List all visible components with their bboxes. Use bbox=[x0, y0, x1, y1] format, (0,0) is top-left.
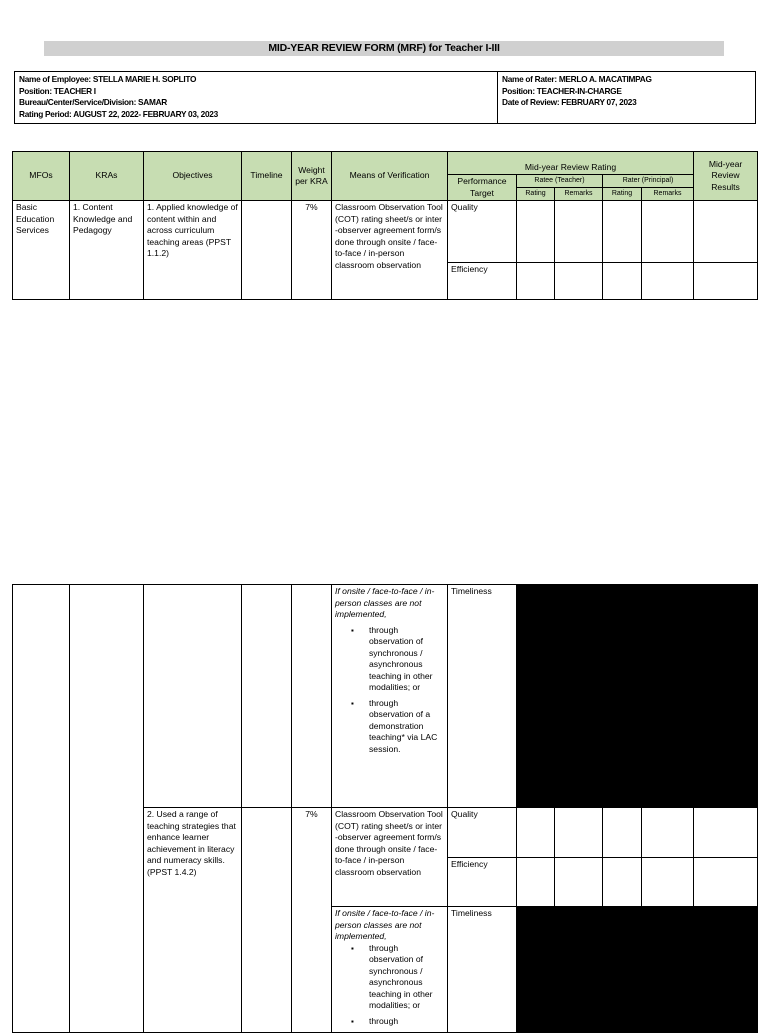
target-2-efficiency: Efficiency bbox=[448, 858, 517, 907]
target-2-timeliness: Timeliness bbox=[448, 907, 517, 1033]
mov-bullet: ▪ through observation of synchronous / asynchronous teaching in other modalities; or bbox=[365, 625, 444, 694]
target-timeliness: Timeliness bbox=[448, 585, 517, 808]
results-cell[interactable] bbox=[694, 808, 758, 858]
header-timeline: Timeline bbox=[242, 152, 292, 201]
header-ratee-rating: Rating bbox=[517, 188, 555, 201]
ratee-rating-cell[interactable] bbox=[517, 263, 555, 300]
weight-cell-continued bbox=[292, 585, 332, 808]
rating-period: Rating Period: AUGUST 22, 2022- FEBRUARY 03, 2023 bbox=[19, 108, 218, 119]
mov-note: If onsite / face-to-face / in-person classes are not implemented, bbox=[335, 586, 435, 619]
rater-info bbox=[498, 72, 755, 123]
review-table-continued bbox=[12, 584, 758, 1033]
ratee-rating-cell[interactable] bbox=[517, 808, 555, 858]
header-mfos: MFOs bbox=[13, 152, 70, 201]
mov-2-cell: Classroom Observation Tool (COT) rating sheet/s or inter -observer agreement form/s done through onsite / face-to-face / in-person classroom observation bbox=[332, 808, 448, 907]
ratee-remarks-cell[interactable] bbox=[555, 201, 603, 263]
ratee-remarks-cell[interactable] bbox=[555, 263, 603, 300]
mfo-cell-continued bbox=[13, 585, 70, 1033]
header-performance-target: Performance Target bbox=[448, 175, 517, 201]
header-ratee-remarks: Remarks bbox=[555, 188, 603, 201]
mov-bullet: ▪ through bbox=[365, 1016, 444, 1028]
ratee-rating-cell[interactable] bbox=[517, 201, 555, 263]
kra-cell-continued bbox=[70, 585, 144, 1033]
timeline-cell-continued bbox=[242, 585, 292, 808]
rater-remarks-cell[interactable] bbox=[642, 808, 694, 858]
rater-position: Position: TEACHER-IN-CHARGE bbox=[502, 85, 622, 96]
header-results: Mid-year Review Results bbox=[694, 152, 758, 201]
blacked-out-cells bbox=[517, 585, 758, 808]
target-efficiency: Efficiency bbox=[448, 263, 517, 300]
rater-remarks-cell[interactable] bbox=[642, 263, 694, 300]
weight-cell: 7% bbox=[292, 201, 332, 300]
kra-cell: 1. Content Knowledge and Pedagogy bbox=[70, 201, 144, 300]
employee-info bbox=[15, 72, 498, 123]
target-2-quality: Quality bbox=[448, 808, 517, 858]
timeline-cell bbox=[242, 201, 292, 300]
mov-bullet-list bbox=[335, 625, 444, 756]
rater-rating-cell[interactable] bbox=[603, 263, 642, 300]
objective-2-cell: 2. Used a range of teaching strategies that enhance learner achievement in literacy and numeracy skills. (PPST 1.4.2) bbox=[144, 808, 242, 1033]
header-rater-rating: Rating bbox=[603, 188, 642, 201]
header-objectives: Objectives bbox=[144, 152, 242, 201]
ratee-remarks-cell[interactable] bbox=[555, 808, 603, 858]
mov-bullet: ▪ through observation of a demonstration teaching* via LAC session. bbox=[365, 698, 444, 756]
review-table bbox=[12, 151, 758, 300]
ratee-remarks-cell[interactable] bbox=[555, 858, 603, 907]
header-mov: Means of Verification bbox=[332, 152, 448, 201]
employee-info-box bbox=[14, 71, 756, 124]
header-ratee: Ratee (Teacher) bbox=[517, 175, 603, 188]
rater-remarks-cell[interactable] bbox=[642, 201, 694, 263]
mov-cell: Classroom Observation Tool (COT) rating sheet/s or inter -observer agreement form/s done through onsite / face-to-face / in-person classroom observation bbox=[332, 201, 448, 300]
header-kras: KRAs bbox=[70, 152, 144, 201]
rater-name: Name of Rater: MERLO A. MACATIMPAG bbox=[502, 74, 652, 84]
blacked-out-cells bbox=[517, 907, 758, 1033]
results-cell[interactable] bbox=[694, 263, 758, 300]
results-cell[interactable] bbox=[694, 201, 758, 263]
form-title: MID-YEAR REVIEW FORM (MRF) for Teacher I-III bbox=[44, 41, 724, 56]
timeline-2-cell bbox=[242, 808, 292, 1033]
rater-remarks-cell[interactable] bbox=[642, 858, 694, 907]
rater-rating-cell[interactable] bbox=[603, 808, 642, 858]
objective-cell-continued bbox=[144, 585, 242, 808]
header-rater: Rater (Principal) bbox=[603, 175, 694, 188]
mov-cell-continued bbox=[332, 585, 448, 808]
review-date: Date of Review: FEBRUARY 07, 2023 bbox=[502, 97, 637, 107]
target-quality: Quality bbox=[448, 201, 517, 263]
mov-2-note-cell bbox=[332, 907, 448, 1033]
employee-name: Name of Employee: STELLA MARIE H. SOPLITO bbox=[19, 74, 197, 84]
ratee-rating-cell[interactable] bbox=[517, 858, 555, 907]
employee-bureau: Bureau/Center/Service/Division: SAMAR bbox=[19, 97, 167, 107]
mov-bullet: ▪ through observation of synchronous / asynchronous teaching in other modalities; or bbox=[365, 943, 444, 1012]
employee-position: Position: TEACHER I bbox=[19, 85, 96, 96]
header-rater-remarks: Remarks bbox=[642, 188, 694, 201]
mov-2-bullet-list bbox=[335, 943, 444, 1028]
mov-2-note: If onsite / face-to-face / in-person classes are not implemented, bbox=[335, 908, 435, 941]
header-weight: Weight per KRA bbox=[292, 152, 332, 201]
rater-rating-cell[interactable] bbox=[603, 858, 642, 907]
objective-cell: 1. Applied knowledge of content within and across curriculum teaching areas (PPST 1.1.2) bbox=[144, 201, 242, 300]
mfo-cell: Basic Education Services bbox=[13, 201, 70, 300]
rater-rating-cell[interactable] bbox=[603, 201, 642, 263]
header-midyear-rating: Mid-year Review Rating bbox=[448, 152, 694, 175]
results-cell[interactable] bbox=[694, 858, 758, 907]
weight-2-cell: 7% bbox=[292, 808, 332, 1033]
